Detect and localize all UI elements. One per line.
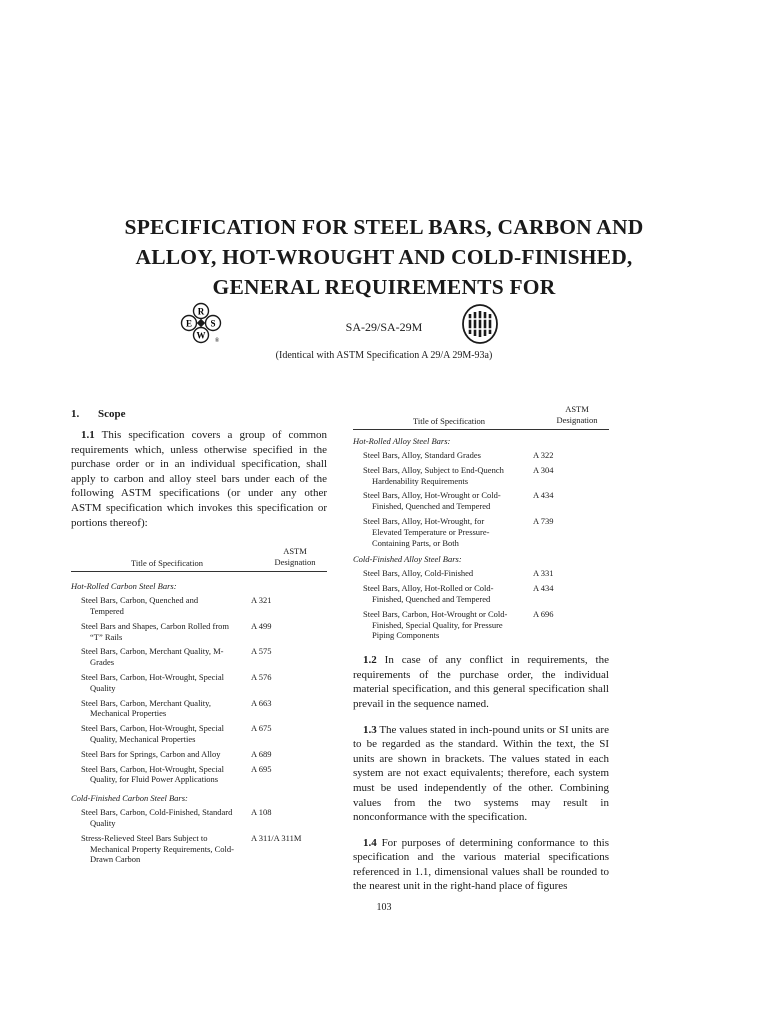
spec-row: Steel Bars, Carbon, Hot-Wrought, Special Quality A 576 — [81, 671, 272, 693]
spec-row: Stress-Relieved Steel Bars Subject to Mechanical Property Requirements, Cold- Drawn Carbon A 311/A 311M — [81, 832, 302, 865]
section-title: Scope — [98, 408, 126, 420]
title-line-1: SPECIFICATION FOR STEEL BARS, CARBON AND — [124, 215, 644, 239]
spec-table-header — [71, 546, 327, 572]
right-column — [353, 404, 609, 894]
group-heading: Cold-Finished Carbon Steel Bars: — [71, 793, 188, 804]
spec-designation: SA-29/SA-29M — [345, 320, 423, 334]
paragraph-number: 1.4 — [363, 836, 377, 849]
spec-row: Steel Bars, Carbon, Hot-Wrought, Special Quality, for Fluid Power Applications A 695 — [81, 763, 272, 785]
spec-row: Steel Bars, Alloy, Subject to End-Quench Hardenability Requirements A 304 — [363, 464, 554, 486]
left-column — [71, 408, 327, 869]
spec-row: Steel Bars, Carbon, Quenched and Tempered A 321 — [81, 595, 272, 616]
identical-note: (Identical with ASTM Specification A 29/A 29M-93a) — [275, 350, 493, 361]
group-heading: Cold-Finished Alloy Steel Bars: — [353, 554, 462, 565]
document-title — [40, 212, 728, 302]
paragraph-text: In case of any conflict in requirements, the requirements of the purchase order, the individual material specification, and this general specification shall prevail in the sequence named. — [353, 654, 609, 710]
spec-row: Steel Bars, Carbon, Merchant Quality, Mechanical Properties A 663 — [81, 697, 272, 719]
spec-row: Steel Bars, Carbon, Hot-Wrought, Special Quality, Mechanical Properties A 675 — [81, 723, 272, 744]
paragraph-number: 1.1 — [81, 429, 95, 441]
spec-row: Steel Bars for Springs, Carbon and Alloy A 689 — [81, 748, 272, 759]
section-heading-scope — [71, 408, 327, 420]
spec-table-header — [353, 404, 609, 430]
astm-logo-icon — [461, 304, 499, 344]
column-header-astm: ASTM Designation — [274, 546, 316, 568]
spec-row: Steel Bars, Carbon, Merchant Quality, M- Grades A 575 — [81, 646, 272, 668]
logo-letter-n: R — [197, 306, 205, 317]
group-heading: Hot-Rolled Carbon Steel Bars: — [71, 581, 177, 592]
paragraph-number: 1.2 — [363, 654, 377, 667]
logo-letter-e: S — [210, 318, 216, 329]
column-header-astm: ASTM Designation — [556, 404, 598, 425]
paragraph-1-2 — [353, 653, 609, 711]
spec-row: Steel Bars, Alloy, Hot-Rolled or Cold- Finished, Quenched and Tempered A 434 — [363, 583, 554, 604]
title-line-2: ALLOY, HOT-WROUGHT AND COLD-FINISHED, — [135, 245, 633, 269]
spec-row: Steel Bars and Shapes, Carbon Rolled from “T” Rails A 499 — [81, 620, 272, 642]
asme-logo-icon — [180, 302, 222, 344]
spec-row: Steel Bars, Alloy, Cold-Finished A 331 — [363, 568, 554, 579]
spec-row: Steel Bars, Alloy, Hot-Wrought, for Elevated Temperature or Pressure- Containing Parts, or Both A 739 — [363, 515, 554, 548]
paragraph-text: The values stated in inch-pound units or SI units are to be regarded as the standard. Within the text, the SI units are shown in brackets. The values stated in each system are not exact equivalents; therefore, each system must be used independently of the other. Combining values from the two systems may result in nonconformance with the specification. — [353, 723, 609, 824]
spec-row: Steel Bars, Carbon, Hot-Wrought or Cold- Finished, Special Quality, for Pressure Piping Components A 696 — [363, 608, 554, 641]
paragraph-1-1 — [71, 428, 327, 530]
column-header-title: Title of Specification — [413, 416, 485, 426]
logo-letter-s: W — [196, 330, 206, 341]
group-heading: Hot-Rolled Alloy Steel Bars: — [353, 436, 451, 446]
registered-mark: ® — [214, 338, 220, 344]
paragraph-1-3 — [353, 723, 609, 825]
spec-row: Steel Bars, Alloy, Standard Grades A 322 — [363, 450, 554, 460]
column-header-title: Title of Specification — [131, 558, 203, 569]
spec-row: Steel Bars, Carbon, Cold-Finished, Standard Quality A 108 — [81, 807, 272, 828]
logo-letter-w: E — [185, 318, 193, 329]
paragraph-number: 1.3 — [363, 723, 377, 736]
section-number: 1. — [71, 408, 80, 420]
title-line-3: GENERAL REQUIREMENTS FOR — [212, 275, 556, 299]
spec-row: Steel Bars, Alloy, Hot-Wrought or Cold- Finished, Quenched and Tempered A 434 — [363, 490, 554, 512]
page-number: 103 — [376, 902, 392, 913]
paragraph-text: This specification covers a group of common requirements which, unless otherwise specified in the purchase order or in an individual specification, shall apply to carbon and alloy steel bars under each of the following ASTM specifications (or under any other ASTM specification which invokes this specification or portions thereof): — [71, 429, 327, 529]
paragraph-text: For purposes of determining conformance to this specification and the various material specifications referenced in 1.1, dimensional values shall be rounded to the nearest unit in the right-hand place of figures — [353, 836, 609, 893]
paragraph-1-4 — [353, 836, 609, 894]
